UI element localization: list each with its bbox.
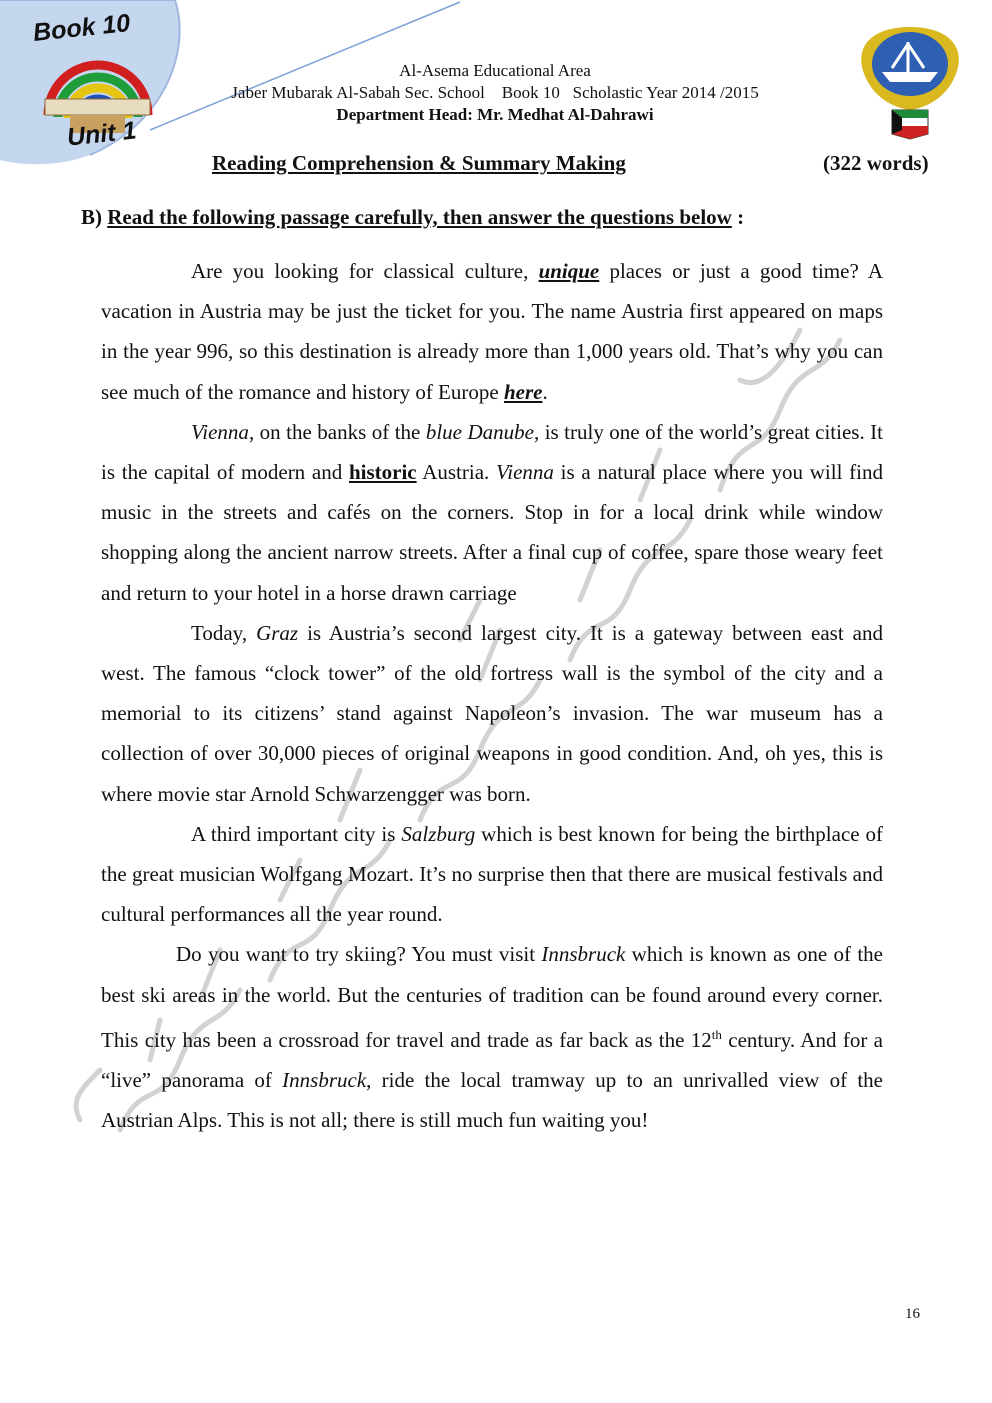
p2-text: , on the banks of the: [248, 419, 426, 444]
p2-text: is a natural place where you will find music in the streets and cafés on the corners. Stop in for a local drink while window shopping along the ancient narrow streets. After a final cup of coffee, spare those weary feet and return to your hotel in a horse drawn carriage: [101, 460, 883, 605]
paragraph-4: [101, 814, 883, 935]
p1-text: Are you looking for classical culture,: [191, 259, 539, 283]
book-badge: Book 10: [31, 8, 132, 48]
paragraph-1: [101, 251, 883, 412]
p5-text: Do you want to try skiing? You must visit: [176, 942, 542, 967]
ordinal-suffix: th: [711, 1026, 722, 1042]
keyword-here: here: [503, 379, 543, 404]
header-department-head: Department Head: Mr. Medhat Al-Dahrawi: [336, 105, 654, 124]
header-area: Al-Asema Educational Area: [399, 61, 591, 80]
place-vienna: Vienna: [191, 419, 249, 444]
p5-text: century. And for a “live” panorama of: [101, 1027, 883, 1093]
place-innsbruck: Innsbruck: [541, 942, 626, 967]
instruction-prefix: B): [81, 205, 102, 229]
paragraph-3: [101, 613, 883, 814]
p5-text: which is known as one of the best ski areas in the world. But the centuries of tradition can be found around every corner. This city has been a crossroad for travel and trade as far back as the 12: [101, 942, 883, 1052]
p3-text: Today,: [191, 620, 257, 645]
page-title: Reading Comprehension & Summary Making: [212, 151, 626, 175]
place-vienna: Vienna: [496, 460, 554, 485]
paragraph-2: [101, 412, 883, 613]
p2-text: , is truly one of the world’s great cities. It is the capital of modern and: [101, 419, 883, 485]
p4-text: which is best known for being the birthplace of the great musician Wolfgang Mozart. It’s no surprise then that there are musical festivals and cultural performances all the year round.: [101, 821, 883, 927]
p3-text: is Austria’s second largest city. It is a gateway between east and west. The famous “clock tower” of the old fortress wall is the symbol of the city and a memorial to its citizens’ stand against Napoleon’s invasion. The war museum has a collection of over 30,000 pieces of original weapons in good condition. And, oh yes, this is where movie star Arnold Schwarzengger was born.: [101, 620, 883, 806]
place-innsbruck: Innsbruck: [282, 1068, 367, 1093]
paragraph-5: [101, 934, 883, 1140]
place-danube: blue Danube: [425, 419, 534, 444]
instruction-suffix: :: [737, 205, 745, 229]
keyword-historic: historic: [348, 460, 417, 485]
p4-text: A third important city is: [191, 821, 402, 846]
place-salzburg: Salzburg: [401, 821, 476, 846]
kuwait-emblem: [852, 22, 968, 140]
p1-text: places or just a good time? A vacation in Austria may be just the ticket for you. The name Austria first appeared on maps in the year 996, so this destination is already more than 1,000 years old. That’s why you can see much of the romance and history of Europe: [101, 259, 883, 404]
instruction: [81, 205, 744, 230]
instruction-text: Read the following passage carefully, then answer the questions below: [107, 205, 732, 229]
place-graz: Graz: [256, 620, 299, 645]
page-number: 16: [905, 1306, 920, 1322]
p2-text: Austria.: [416, 460, 496, 485]
word-count: (322 words): [823, 151, 929, 175]
p1-text: .: [542, 379, 548, 404]
keyword-unique: unique: [538, 259, 600, 283]
reading-passage: [101, 251, 883, 1140]
p5-text: , ride the local tramway up to an unrivalled view of the Austrian Alps. This is not all; there is still much fun waiting you!: [101, 1068, 883, 1133]
header-school: Jaber Mubarak Al-Sabah Sec. School Book 10 Scholastic Year 2014 /2015: [231, 83, 759, 102]
unit-badge: Unit 1: [65, 116, 138, 152]
